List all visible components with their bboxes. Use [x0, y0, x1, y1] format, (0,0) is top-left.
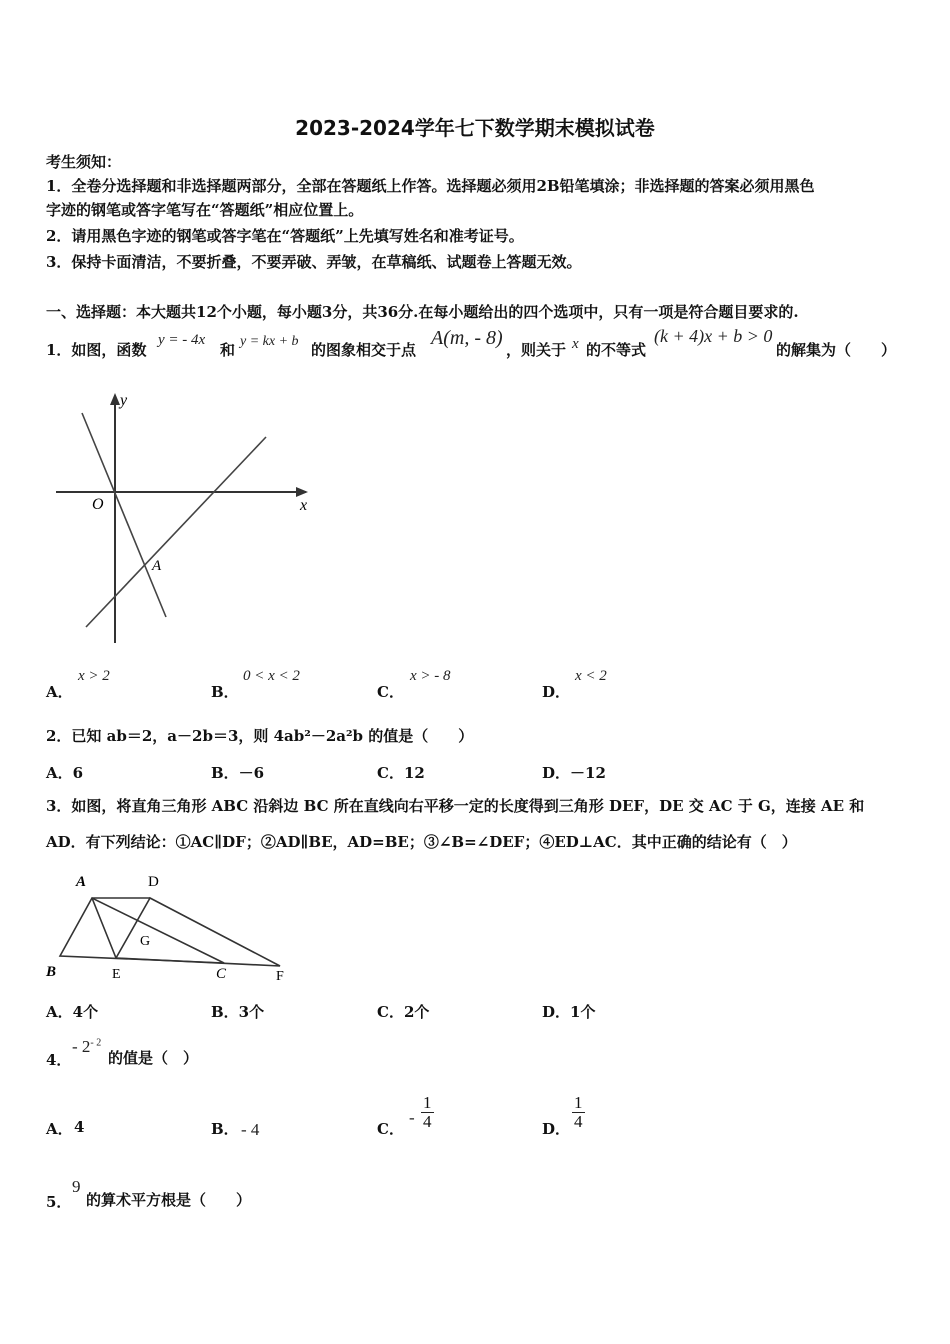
- q4-option-c-sign: -: [409, 1108, 415, 1127]
- notice-heading: 考生须知：: [46, 153, 122, 171]
- notice-item-3: 3．保持卡面清洁，不要折叠，不要弄破、弄皱，在草稿纸、试题卷上答题无效。: [46, 253, 582, 271]
- point-a-label: A: [152, 558, 162, 574]
- q2-option-c: C．12: [377, 764, 425, 782]
- q5-number: 5．: [46, 1193, 72, 1211]
- q1-option-b-label: B．: [211, 683, 239, 701]
- q4-exponent: - 2: [90, 1037, 102, 1049]
- q3-option-d: D．1个: [542, 1003, 596, 1021]
- q4-number: 4．: [46, 1051, 72, 1069]
- q1-text-5: 的解集为（ ）: [776, 341, 897, 359]
- q4-option-a-label: A．: [46, 1120, 73, 1138]
- y-axis-arrow: [110, 393, 120, 405]
- q4-option-c-label: C．: [377, 1120, 404, 1138]
- q5-radicand: 9: [72, 1177, 81, 1196]
- origin-label: O: [92, 496, 104, 513]
- segment-ae: [92, 898, 116, 958]
- notice-item-2: 2．请用黑色字迹的钢笔或答字笔在“答题纸”上先填写姓名和准考证号。: [46, 227, 524, 245]
- q1-option-a-value: x > 2: [78, 668, 110, 684]
- notice-item-1b: 字迹的钢笔或答字笔写在“答题纸”相应位置上。: [46, 201, 364, 219]
- x-axis-arrow: [296, 487, 308, 497]
- notice-item-1a: 1．全卷分选择题和非选择题两部分，全部在答题纸上作答。选择题必须用2B铅笔填涂；非选择题的答案必须用黑色: [46, 177, 815, 195]
- q1-text-3: ，则关于: [506, 341, 567, 359]
- q1-option-d-value: x < 2: [575, 668, 607, 684]
- page-title: 2023-2024学年七下数学期末模拟试卷: [295, 116, 655, 140]
- label-e: E: [112, 967, 121, 982]
- q5-text: 的算术平方根是（ ）: [86, 1191, 252, 1209]
- q2-text: 2．已知 ab＝2，a－2b＝3，则 4ab²－2a²b 的值是（ ）: [46, 727, 474, 745]
- label-b: B: [46, 964, 57, 980]
- q1-function-1: y = - 4x: [158, 332, 206, 348]
- q4-option-d-numerator: 1: [574, 1093, 583, 1112]
- q1-option-c-value: x > - 8: [410, 668, 451, 684]
- q2-option-b: B．－6: [211, 764, 265, 782]
- q4-option-c-fraction: [421, 1094, 434, 1131]
- label-g: G: [140, 934, 151, 949]
- q1-number: 1．如图，函数: [46, 341, 147, 359]
- q1-text-2: 的图象相交于点: [311, 341, 417, 359]
- section-heading: 一、选择题：本大题共12个小题，每小题3分，共36分.在每小题给出的四个选项中，只有一项是符合题目要求的.: [46, 303, 799, 321]
- q1-function-2: y = kx + b: [240, 334, 299, 349]
- q3-option-c: C．2个: [377, 1003, 430, 1021]
- q4-option-d-label: D．: [542, 1120, 571, 1138]
- q4-option-b-label: B．: [211, 1120, 239, 1138]
- triangle-def: [116, 898, 280, 966]
- q4-option-b-value: - 4: [241, 1120, 260, 1139]
- q4-option-a-value: 4: [74, 1118, 85, 1136]
- y-label: y: [120, 392, 128, 409]
- q4-base: - 2: [72, 1037, 91, 1056]
- q1-text-4: 的不等式: [586, 341, 647, 359]
- q2-option-d: D．－12: [542, 764, 606, 782]
- line-kx-b: [86, 437, 266, 627]
- q3-line-1: 3．如图，将直角三角形 ABC 沿斜边 BC 所在直线向右平移一定的长度得到三角形 DEF，DE 交 AC 于 G，连接 AE 和: [46, 797, 865, 815]
- label-f: F: [276, 969, 284, 983]
- q1-inequality: (k + 4)x + b > 0: [654, 326, 773, 346]
- q2-option-a: A．6: [46, 764, 84, 782]
- q1-option-c-label: C．: [377, 683, 404, 701]
- triangle-abc: [60, 898, 224, 963]
- q4-option-c-numerator: 1: [423, 1093, 432, 1112]
- q3-option-b: B．3个: [211, 1003, 265, 1021]
- q1-option-b-value: 0 < x < 2: [243, 668, 300, 684]
- q1-and: 和: [220, 341, 236, 359]
- q4-text: 的值是（ ）: [108, 1049, 199, 1067]
- q1-option-d-label: D．: [542, 683, 571, 701]
- q3-figure: [44, 868, 294, 983]
- q4-expression: [72, 1037, 101, 1057]
- x-label: x: [300, 497, 308, 514]
- q1-var: x: [572, 336, 579, 352]
- q4-option-d-denominator: 4: [574, 1112, 583, 1131]
- q4-option-d-fraction: [572, 1094, 585, 1131]
- q1-option-a-label: A．: [46, 683, 73, 701]
- q3-line-2: AD．有下列结论：①AC∥DF；②AD∥BE，AD=BE；③∠B=∠DEF；④ED⊥AC．其中正确的结论有（ ）: [46, 833, 797, 851]
- label-d: D: [148, 874, 159, 890]
- q1-graph: [46, 385, 326, 650]
- label-c: C: [216, 966, 227, 982]
- q4-option-c-denominator: 4: [423, 1112, 432, 1131]
- label-a: A: [76, 874, 87, 890]
- q3-option-a: A．4个: [46, 1003, 99, 1021]
- q1-point: A(m, - 8): [431, 327, 503, 349]
